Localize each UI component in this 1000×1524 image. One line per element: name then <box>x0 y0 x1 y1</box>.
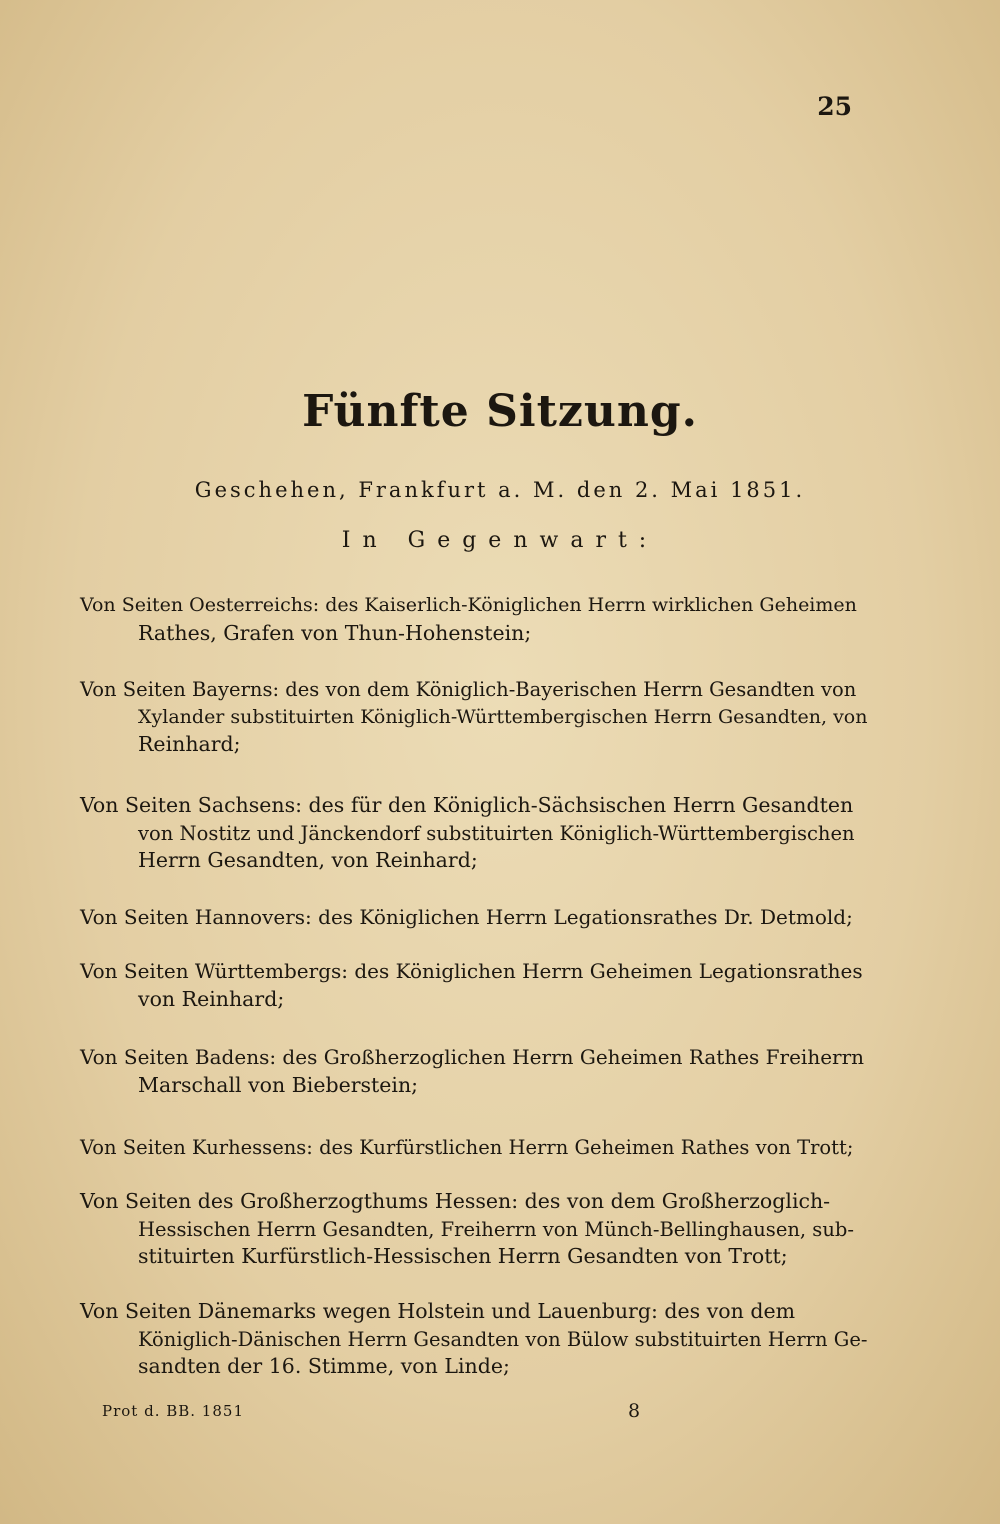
attendance-entry <box>80 958 870 1013</box>
entry-line: Hessischen Herrn Gesandten, Freiherrn von Münch-Bellinghausen, sub- <box>138 1217 854 1241</box>
attendance-entry <box>80 1134 870 1162</box>
entry-line: Rathes, Grafen von Thun-Hohenstein; <box>138 620 532 645</box>
session-title: Fünfte Sitzung. <box>302 386 698 437</box>
entry-line: von Nostitz und Jänckendorf substituirten Königlich-Württembergischen <box>138 821 855 845</box>
footer-sheet-number: 8 <box>628 1400 641 1422</box>
entry-line: Königlich-Dänischen Herrn Gesandten von Bülow substituirten Herrn Ge- <box>138 1327 868 1351</box>
entry-line: von Reinhard; <box>138 986 285 1011</box>
entry-line: sandten der 16. Stimme, von Linde; <box>138 1354 510 1378</box>
entry-line: Von Seiten Sachsens: des für den Königlich-Sächsischen Herrn Gesandten <box>80 793 854 817</box>
entry-line: Von Seiten des Großherzogthums Hessen: des von dem Großherzoglich- <box>80 1189 831 1213</box>
entry-line: Reinhard; <box>138 732 241 756</box>
entry-line: Von Seiten Bayerns: des von dem Königlich-Bayerischen Herrn Gesandten von <box>80 678 857 701</box>
entry-line: Von Seiten Württembergs: des Königlichen Herrn Geheimen Legationsrathes <box>80 959 863 983</box>
attendance-entry <box>80 792 870 875</box>
entry-line: stituirten Kurfürstlich-Hessischen Herrn Gesandten von Trott; <box>138 1244 788 1268</box>
attendance-entry <box>80 1188 870 1271</box>
entry-line: Von Seiten Kurhessens: des Kurfürstlichen Herrn Geheimen Rathes von Trott; <box>80 1136 854 1159</box>
attendance-entry <box>80 904 870 932</box>
attendance-entry <box>80 1044 870 1099</box>
footer-signature: Prot d. BB. 1851 <box>102 1402 244 1420</box>
attendance-entry <box>80 592 870 647</box>
page-number: 25 <box>817 92 852 121</box>
attendance-entry <box>80 676 870 759</box>
entry-line: Von Seiten Badens: des Großherzoglichen Herrn Geheimen Rathes Freiherrn <box>80 1045 865 1069</box>
entry-line: Von Seiten Hannovers: des Königlichen Herrn Legationsrathes Dr. Detmold; <box>80 905 853 929</box>
entry-line: Herrn Gesandten, von Reinhard; <box>138 848 478 872</box>
attendance-entry <box>80 1298 870 1381</box>
entry-line: Von Seiten Oesterreichs: des Kaiserlich-Königlichen Herrn wirklichen Geheimen <box>80 594 857 616</box>
entry-line: Marschall von Bieberstein; <box>138 1072 419 1097</box>
entry-line: Von Seiten Dänemarks wegen Holstein und Lauenburg: des von dem <box>80 1299 796 1323</box>
dateline: Geschehen, Frankfurt a. M. den 2. Mai 1851. <box>194 478 806 502</box>
presence-heading: In Gegenwart: <box>341 528 659 553</box>
entry-line: Xylander substituirten Königlich-Württembergischen Herrn Gesandten, von <box>138 705 868 728</box>
